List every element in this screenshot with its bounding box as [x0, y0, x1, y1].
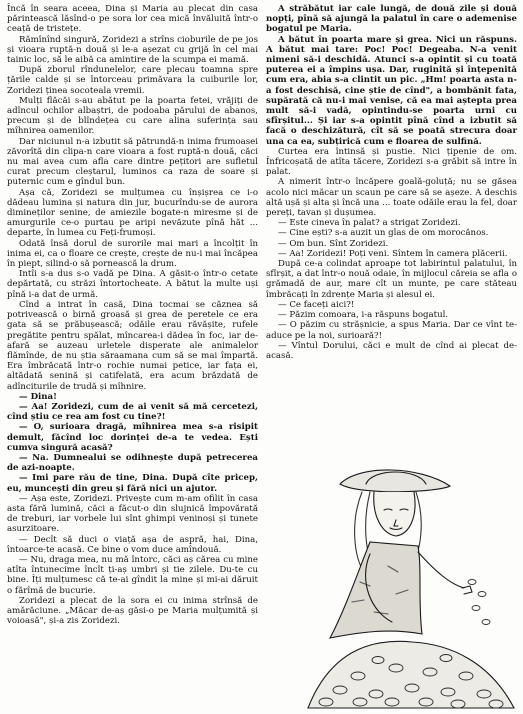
paragraph: — O păzim cu strășnicie, a spus Maria. Dar ce vînt te-aduce pe la noi, surioară?! [266, 320, 517, 341]
paragraph: — Aa! Zoridezi, cum de ai venit să mă cercetezi, cînd știu ce rea am fost cu tine?! [7, 401, 258, 423]
paragraph: — Om bun. Sînt Zoridezi. [278, 238, 389, 249]
paragraph: A nimerit într-o încăpere goală-goluță; nu se găsea acolo nici măcar un scaun pe care să se așeze. A deschis altă ușă și alta și încă una ... toate odăile erau la fel, doar pereți, tavan și dușumea. [266, 177, 517, 219]
paragraph: — Vîntul Dorului, căci e mult de cînd ai plecat de-acasă. [266, 340, 517, 361]
paragraph: — Nu, draga mea, nu mă întorc, căci aș cărea cu mine atîta întunecime încît ți-aș umbri și tie zilele. Du-te cu bine. Îți mulțumesc că te-ai gîndit la mine și mi-ai dăruit o fărîmă de bucurie. [7, 554, 258, 596]
paragraph: Cînd a intrat în casă, Dina tocmai se căznea să potrivească o birnă groasă și grea de peretele ce era gata să se prăbușească; odăile erau răvășite, rufele pregătite pentru spălat, mîncarea-i dădea în foc, iar de-afară se auzeau urletele disperate ale animalelor flămînde, de nu știa săraamana cum să se mai împartă. Era îmbrăcată într-o rochie numai petice, iar fața ei, altădată senină și catifelată, era acum brăzdată de adînciturile de trudă și mîhnire. [7, 299, 258, 392]
paragraph: — Este cineva în palat? a strigat Zoridezi. [278, 218, 461, 229]
paragraph: După ce-a colindat aproape tot labirintul palatului, în sfîrșit, a dat într-o nouă odaie, în mijlocul căreia se afla o grămadă de aur, mare cît un munte, pe care stăteau îmbrăcați în zdrențe Maria și alesul ei. [266, 259, 517, 300]
paragraph: Rămînînd singură, Zoridezi a strîns cioburile de pe jos și vioara ruptă-n două și le-a așezat cu grijă în cel mai tainic loc, să le aibă ca amintire de la scumpa ei mamă. [7, 34, 258, 66]
text-column-right [266, 4, 517, 361]
paragraph: — Imi pare rău de tine, Dina. După cîte pricep, eu, muncești din greu și fără nici un ajutor. [7, 473, 258, 494]
paragraph: — Decît să duci o viață așa de aspră, hai, Dina, întoarce-te acasă. Ce bine o vom duce amîndouă. [7, 534, 258, 555]
paragraph: Mulți flăcăi s-au abătut pe la poarta fetei, vrăjiți de adîncul ochilor albaștri, de podoaba părului de abanos, precum și de blîndețea cu care alina suferința sau mîhnirea oamenilor. [7, 95, 258, 137]
paragraph: Odată însă dorul de surorile mai mari a încolțit în inima ei, ca o floare ce crește, crește de nu-i mai încăpea în piept, silind-o să pornească la drum. [7, 238, 258, 270]
paragraph: — Aa! Zoridezi! Poți veni. Sîntem în camera plăcerii. [278, 248, 508, 259]
paragraph: După zborul rîndunelelor, care plecau toamna spre țările calde și se întorceau primăvara la cuiburile lor, Zoridezi ținea socoteala vremii. [7, 65, 258, 96]
illustration-girl-on-gold-pile [300, 462, 518, 710]
paragraph: Zoridezi a plecat de la sora ei cu inima strînsă de amărăciune. „Măcar de-aș găsi-o pe Maria mulțumită și voioasă", și-a zis Zoridezi. [7, 595, 258, 627]
paragraph: Dar niciunul n-a izbutit să pătrundă-n inima frumoasei zăvorîtă din clipa-n care vioara a fost ruptă-n două, căci nu mai avea cum afla care dintre pețitori are sufletul curat precum cleștarul, luminos ca raza de soare și puternic cum e gîndul bun. [7, 136, 258, 188]
paragraph: — Na. Dumnealui se odihnește după petrecerea de azi-noapte. [7, 452, 258, 474]
paragraph: Intîi s-a dus s-o vadă pe Dina. A găsit-o într-o cetate depărtată, cu străzi întortocheate. A bătut la multe uși pînă i-a dat de urmă. [7, 269, 258, 300]
text-column-left [7, 4, 258, 626]
paragraph: — Așa este, Zoridezi. Privește cum m-am ofilit în casa asta fără lumină, căci a făcut-o din slujnică împovărată de treburi, iar vorbele lui sînt ghimpi veninoși și tunete asurzitoare. [7, 493, 258, 535]
paragraph: A străbătut iar cale lungă, de două zile și două nopți, pînă să ajungă la palatul în care o ademenise bogatul pe Maria. [266, 4, 517, 35]
paragraph: — Ce faceți aici?! [278, 299, 355, 310]
paragraph: Curtea era întinsă și pustie. Nici țipenie de om. Înfricoșată de atîta tăcere, Zoridezi s-a grăbit să intre în palat. [266, 146, 517, 178]
paragraph: — Păzim comoara, i-a răspuns bogatul. [278, 310, 449, 321]
paragraph: Încă în seara aceea, Dina și Maria au plecat din casa părintească lăsînd-o pe sora lor cea mică învăluită într-o ceață de tristețe. [7, 4, 258, 35]
paragraph: Așa că, Zoridezi se mulțumea cu înșișrea ce i-o dădeau lumina și natura din jur, bucurîndu-se de aurora dimineților senine, de amiezile bogate-n miresme și de amurgurile ce-o purtau pe aripi nevăzute pînă hăt ... departe, în lumea cu Feți-frumoși. [7, 187, 258, 239]
paragraph: — Dina! [19, 391, 57, 402]
paragraph: A bătut în poarta mare și grea. Nici un răspuns. A bătut mai tare: Poc! Poc! Degeaba. N-a venit nimeni să-i deschidă. Atunci s-a opintit și cu toată puterea ei a împins ușa. Dar, ruginită și înțepenită cum era, abia s-a clintit un pic. „Hm! poarta asta n-a fost deschisă, cine știe de cînd", a bombănit fata, supărată că nu-i mai venise, că ea mai aștepta prea mult să-i vadă, opintindu-se poarta urni cu sfîrșitul... Și iar s-a opintit pînă cînd a izbutit să facă o deschizătură, cît să se poată strecura doar una ca ea, subțirică cum e floarea de sulfină. [266, 34, 517, 147]
paragraph: — Cine ești? s-a auzit un glas de om morocănos. [278, 228, 489, 239]
paragraph: — O, surioara dragă, mîhnirea mea s-a risipit demult, făcînd loc dorinței de-a te vedea. Ești cumva singură acasă? [7, 422, 258, 453]
